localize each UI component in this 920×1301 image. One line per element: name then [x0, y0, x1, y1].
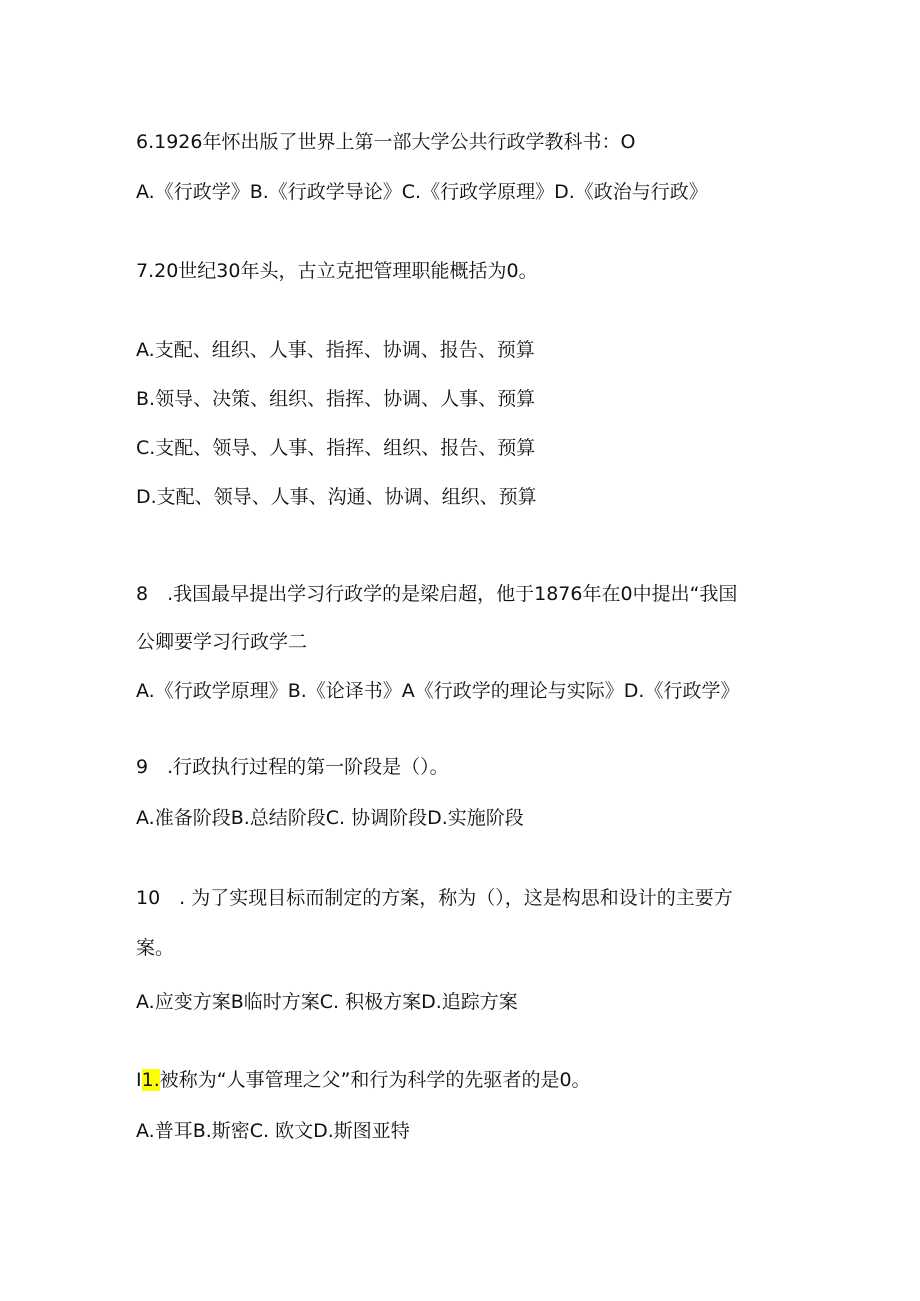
question-10-options: A.应变方案B临时方案C. 积极方案D.追踪方案 — [136, 991, 518, 1013]
question-10-stem-line-2: 案。 — [136, 937, 175, 959]
question-11-stem-text: 被称为“人事管理之父”和行为科学的先驱者的是0。 — [159, 1069, 591, 1091]
question-6-options: A.《行政学》B.《行政学导论》C.《行政学原理》D.《政治与行政》 — [136, 181, 708, 203]
question-11-number-prefix: I — [136, 1069, 142, 1091]
question-9-stem: 9 .行政执行过程的第一阶段是（）。 — [136, 756, 449, 778]
question-7-option-d: D.支配、领导、人事、沟通、协调、组织、预算 — [136, 486, 537, 508]
question-8-stem-line-2: 公卿要学习行政学二 — [136, 631, 308, 653]
question-7-option-a: A.支配、组织、人事、指挥、协调、报告、预算 — [136, 339, 535, 361]
question-11-stem — [136, 1068, 591, 1092]
question-6-stem: 6.1926年怀出版了世界上第一部大学公共行政学教科书：O — [136, 131, 636, 153]
question-7-option-b: B.领导、决策、组织、指挥、协调、人事、预算 — [136, 388, 536, 410]
question-9-options: A.准备阶段B.总结阶段C. 协调阶段D.实施阶段 — [136, 807, 524, 829]
question-10-stem-line-1: 10 . 为了实现目标而制定的方案，称为（），这是构思和设计的主要方 — [136, 887, 733, 909]
question-7-option-c: C.支配、领导、人事、指挥、组织、报告、预算 — [136, 437, 536, 459]
question-8-options: A.《行政学原理》B.《论译书》A《行政学的理论与实际》D.《行政学》 — [136, 680, 740, 702]
question-11-options: A.普耳B.斯密C. 欧文D.斯图亚特 — [136, 1120, 410, 1142]
question-11-number-highlight: 1. — [141, 1069, 160, 1091]
question-7-stem: 7.20世纪30年头，古立克把管理职能概括为0。 — [136, 260, 538, 282]
question-8-stem-line-1: 8 .我国最早提出学习行政学的是梁启超，他于1876年在0中提出“我国 — [136, 583, 738, 605]
